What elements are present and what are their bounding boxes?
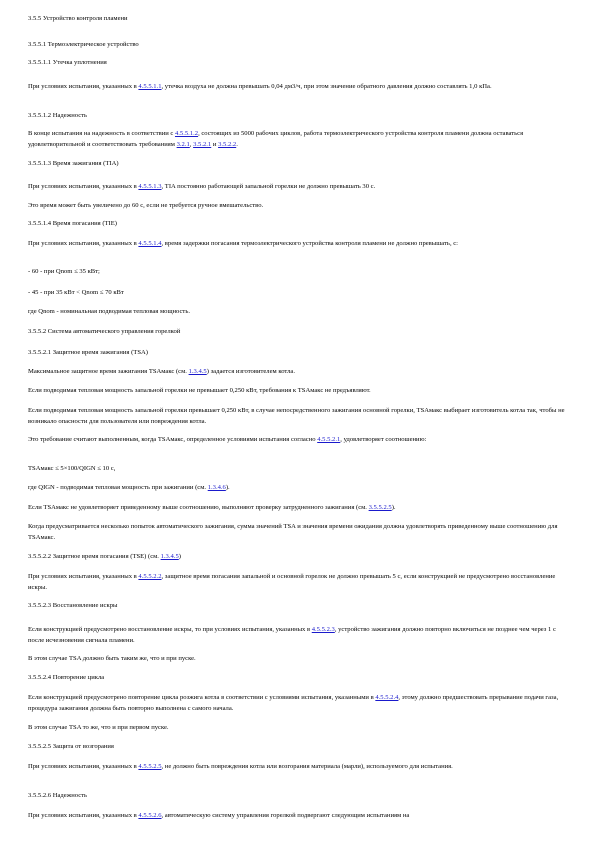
section-reference-link[interactable]: 3.5.5.2.5 bbox=[368, 504, 392, 511]
paragraph bbox=[28, 366, 566, 377]
paragraph-text: 3.5.5.1.4 Время погасания (TIE) bbox=[28, 220, 117, 227]
paragraph bbox=[28, 653, 566, 664]
section-reference-link[interactable]: 1.3.4.6 bbox=[207, 484, 226, 491]
paragraph bbox=[28, 722, 566, 733]
paragraph-text: 3.5.5.1.3 Время зажигания (TIA) bbox=[28, 160, 119, 167]
paragraph-text: При условиях испытания, указанных в bbox=[28, 812, 139, 819]
paragraph bbox=[28, 624, 566, 647]
section-reference-link[interactable]: 3.2.1 bbox=[176, 141, 190, 149]
paragraph-text: Это требование считают выполненным, когда TSAмакс, определенное условиями испытания согласно bbox=[28, 436, 318, 443]
paragraph bbox=[28, 266, 566, 277]
paragraph bbox=[28, 128, 566, 151]
paragraph-text: При условиях испытания, указанных в bbox=[28, 763, 139, 770]
section-reference-link[interactable]: 4.5.5.2.2 bbox=[138, 573, 162, 580]
paragraph bbox=[28, 110, 566, 121]
section-reference-link[interactable]: 4.5.5.2.5 bbox=[138, 763, 162, 770]
paragraph bbox=[28, 13, 566, 24]
paragraph bbox=[28, 463, 566, 474]
section-reference-link[interactable]: 4.5.5.2.1 bbox=[317, 436, 341, 443]
paragraph bbox=[28, 672, 566, 683]
paragraph bbox=[28, 57, 566, 68]
paragraph-text: . bbox=[236, 141, 238, 149]
paragraph bbox=[28, 571, 566, 594]
paragraph bbox=[28, 238, 566, 249]
paragraph-text: Если конструкцией предусмотрено восстановление искры, то при условиях испытания, указанных в bbox=[28, 626, 312, 633]
paragraph-text: При условиях испытания, указанных в bbox=[28, 83, 139, 90]
paragraph-text: , утечка воздуха не должна превышать 0,04 дм3/ч, при этом значение обратного давления должно составлять 1,0 кПа. bbox=[161, 83, 492, 90]
section-reference-link[interactable]: 4.5.5.2.4 bbox=[375, 694, 399, 701]
paragraph bbox=[28, 761, 566, 772]
paragraph-text: В этом случае TSA должно быть таким же, что и при пуске. bbox=[28, 655, 196, 662]
paragraph-text: При условиях испытания, указанных в bbox=[28, 240, 139, 247]
paragraph-text: , состоящих из 5000 рабочих циклов, работа термоэлектрического устройства контроля пламени должна оставаться удовлетворительной и соответствовать требованиям bbox=[28, 130, 524, 149]
paragraph bbox=[28, 692, 566, 715]
paragraph bbox=[28, 810, 566, 821]
paragraph-text: , TIA постоянно работающей запальной горелки не должно превышать 30 с. bbox=[161, 183, 376, 190]
paragraph-text: Это время может быть увеличено до 60 с, если не требуется ручное вмешательство. bbox=[28, 202, 264, 209]
paragraph-text: , удовлетворяет соотношению: bbox=[340, 436, 427, 443]
paragraph bbox=[28, 600, 566, 611]
paragraph bbox=[28, 482, 566, 493]
paragraph bbox=[28, 502, 566, 513]
paragraph-text: Максимальное защитное время зажигания TSAмакс (см. bbox=[28, 368, 189, 375]
paragraph-text: При условиях испытания, указанных в bbox=[28, 183, 139, 190]
paragraph-text: Когда предусматривается несколько попыток автоматического зажигания, сумма значений TSA и значения времени ожидания должна удовлетворять приведенному выше соотношению для TSAмакс. bbox=[28, 523, 558, 542]
paragraph-text: ). bbox=[391, 504, 396, 511]
paragraph-text: Если конструкцией предусмотрено повторение цикла розжига котла в соответствии с условиями испытания, указанными в bbox=[28, 694, 376, 701]
section-reference-link[interactable]: 4.5.5.2.6 bbox=[138, 812, 162, 819]
paragraph-text: Если подводимая тепловая мощность запальной горелки не превышает 0,250 кВт, требования к TSAмакс не предъявляют. bbox=[28, 387, 371, 394]
paragraph bbox=[28, 347, 566, 358]
paragraph bbox=[28, 521, 566, 544]
paragraph bbox=[28, 181, 566, 192]
paragraph-text: 3.5.5.1 Термоэлектрическое устройство bbox=[28, 41, 139, 48]
paragraph bbox=[28, 218, 566, 229]
paragraph-text: ) задается изготовителем котла. bbox=[206, 368, 295, 375]
paragraph bbox=[28, 385, 566, 396]
paragraph-text: , bbox=[189, 141, 194, 149]
paragraph-text: Если TSAмакс не удовлетворяет приведенному выше соотношению, выполняют проверку затрудненного зажигания (см. bbox=[28, 504, 369, 511]
paragraph-text: 3.5.5.2.2 Защитное время погасания (TSE) (см. bbox=[28, 553, 161, 560]
paragraph bbox=[28, 287, 566, 298]
paragraph-text: где QIGN - подводимая тепловая мощность при зажигании (см. bbox=[28, 484, 208, 491]
paragraph-text: 3.5.5.2.6 Надежность bbox=[28, 792, 88, 799]
paragraph-text: и bbox=[211, 141, 219, 149]
paragraph-text: 3.5.5.2.5 Защита от возгорания bbox=[28, 743, 114, 750]
paragraph-text: , этому должно предшествовать прерывание подачи газа, процедура зажигания должна быть повторно выполнена с самого начала. bbox=[28, 694, 559, 713]
paragraph bbox=[28, 306, 566, 317]
section-reference-link[interactable]: 3.5.2.1 bbox=[193, 141, 212, 149]
section-reference-link[interactable]: 3.5.2.2 bbox=[218, 141, 237, 149]
paragraph-text: , защитное время погасания запальной и основной горелок не должно превышать 5 с, если конструкцией не предусмотрено восстановление искры. bbox=[28, 573, 556, 592]
paragraph-text: , устройство зажигания должно повторно включиться не позднее чем через 1 с после исчезновения сигнала пламени. bbox=[28, 626, 556, 645]
paragraph bbox=[28, 551, 566, 562]
paragraph-text: - 60 - при Qnom ≤ 35 кВт; bbox=[28, 268, 100, 275]
paragraph-text: 3.5.5.2.4 Повторение цикла bbox=[28, 674, 105, 681]
paragraph-text: TSAмакс ≤ 5×100/QIGN ≤ 10 с, bbox=[28, 465, 116, 472]
paragraph-text: - 45 - при 35 кВт < Qnom ≤ 70 кВт bbox=[28, 289, 124, 296]
paragraph-text: Если подводимая тепловая мощность запальной горелки превышает 0,250 кВт, в случае непосредственного зажигания основной горелки, TSAмакс выбирает изготовитель котла так, чтобы не возникало опасности для пользователя или повреждения котла. bbox=[28, 407, 565, 426]
paragraph bbox=[28, 200, 566, 211]
section-reference-link[interactable]: 4.5.5.1.3 bbox=[138, 183, 162, 190]
paragraph-text: В этом случае TSA то же, что и при первом пуске. bbox=[28, 724, 169, 731]
paragraph-text: ) bbox=[178, 553, 181, 560]
paragraph bbox=[28, 326, 566, 337]
paragraph-text: 3.5.5 Устройство контроля пламени bbox=[28, 15, 128, 22]
paragraph bbox=[28, 158, 566, 169]
paragraph-text: 3.5.5.2 Система автоматического управления горелкой bbox=[28, 328, 181, 335]
paragraph-text: , не должно быть повреждения котла или возгорания материала (марли), используемого для испытания. bbox=[161, 763, 453, 770]
paragraph bbox=[28, 39, 566, 50]
section-reference-link[interactable]: 4.5.5.1.4 bbox=[138, 240, 162, 247]
paragraph-text: , время задержки погасания термоэлектрического устройства контроля пламени не должно превышать, с: bbox=[161, 240, 458, 247]
section-reference-link[interactable]: 4.5.5.1.1 bbox=[138, 83, 162, 90]
paragraph bbox=[28, 741, 566, 752]
paragraph-text: 3.5.5.2.1 Защитное время зажигания (TSA) bbox=[28, 349, 148, 356]
paragraph bbox=[28, 405, 566, 428]
paragraph bbox=[28, 434, 566, 445]
paragraph-text: 3.5.5.2.3 Восстановление искры bbox=[28, 602, 118, 609]
section-reference-link[interactable]: 4.5.5.1.2 bbox=[174, 130, 199, 137]
paragraph-text: В конце испытания на надежность в соответствии с bbox=[28, 130, 175, 137]
paragraph-text: , автоматическую систему управления горелкой подвергают следующим испытаниям на bbox=[161, 812, 410, 819]
section-reference-link[interactable]: 1.3.4.5 bbox=[160, 553, 179, 560]
paragraph-text: 3.5.5.1.2 Надежность bbox=[28, 112, 88, 119]
paragraph bbox=[28, 81, 566, 92]
section-reference-link[interactable]: 4.5.5.2.3 bbox=[311, 626, 335, 633]
paragraph-text: где Qnom - номинальная подводимая тепловая мощность. bbox=[28, 308, 190, 315]
paragraph-text: При условиях испытания, указанных в bbox=[28, 573, 139, 580]
paragraph-text: 3.5.5.1.1 Утечка уплотнения bbox=[28, 59, 107, 66]
paragraph bbox=[28, 790, 566, 801]
paragraph-text: ). bbox=[225, 484, 230, 491]
section-reference-link[interactable]: 1.3.4.5 bbox=[188, 368, 207, 375]
